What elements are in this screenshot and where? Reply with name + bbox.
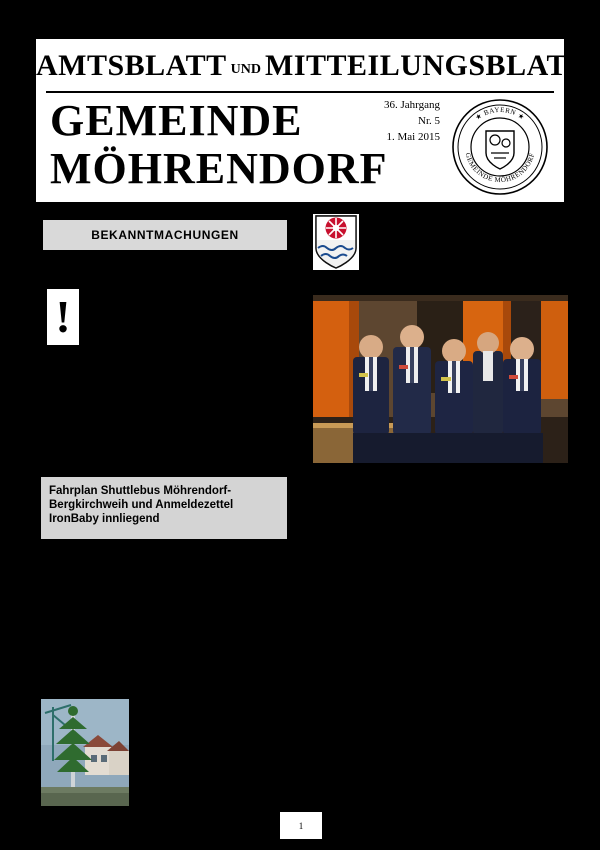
masthead-und: UND — [230, 62, 261, 77]
issue-date: 1. Mai 2015 — [386, 131, 440, 143]
municipal-seal-icon — [450, 97, 550, 197]
page-title-line2: MÖHRENDORF — [50, 144, 388, 193]
section-header-bekanntmachungen — [41, 218, 289, 252]
photo-firefighters — [313, 295, 568, 463]
caption-box — [41, 477, 287, 539]
page-number — [280, 812, 322, 839]
page-title-line1: GEMEINDE — [50, 96, 303, 145]
issue-info — [340, 97, 440, 145]
seal-bottom-text: GEMEINDE MÖHRENDORF — [463, 151, 537, 185]
section-header-label: BEKANNTMACHUNGEN — [91, 228, 239, 242]
coat-of-arms-icon — [313, 214, 359, 270]
seal-top-text: ★ BAYERN ★ — [473, 105, 527, 122]
issue-year: 36. Jahrgang — [383, 99, 440, 111]
masthead-top-line — [36, 39, 588, 83]
caption-text: Fahrplan Shuttlebus Möhrendorf-Bergkirchweih und Anmeldezettel IronBaby innliegend — [49, 485, 234, 525]
masthead-divider — [46, 91, 554, 93]
masthead — [36, 39, 588, 202]
masthead-mitteilungsblatt: MITTEILUNGSBLATT — [265, 49, 588, 82]
attention-icon-glyph: ! — [55, 291, 71, 342]
photo-maypole — [41, 699, 129, 806]
masthead-amtsblatt: AMTSBLATT — [36, 49, 227, 82]
page-number-value: 1 — [298, 820, 304, 831]
attention-exclamation-icon — [47, 289, 79, 345]
issue-number: Nr. 5 — [418, 115, 440, 127]
